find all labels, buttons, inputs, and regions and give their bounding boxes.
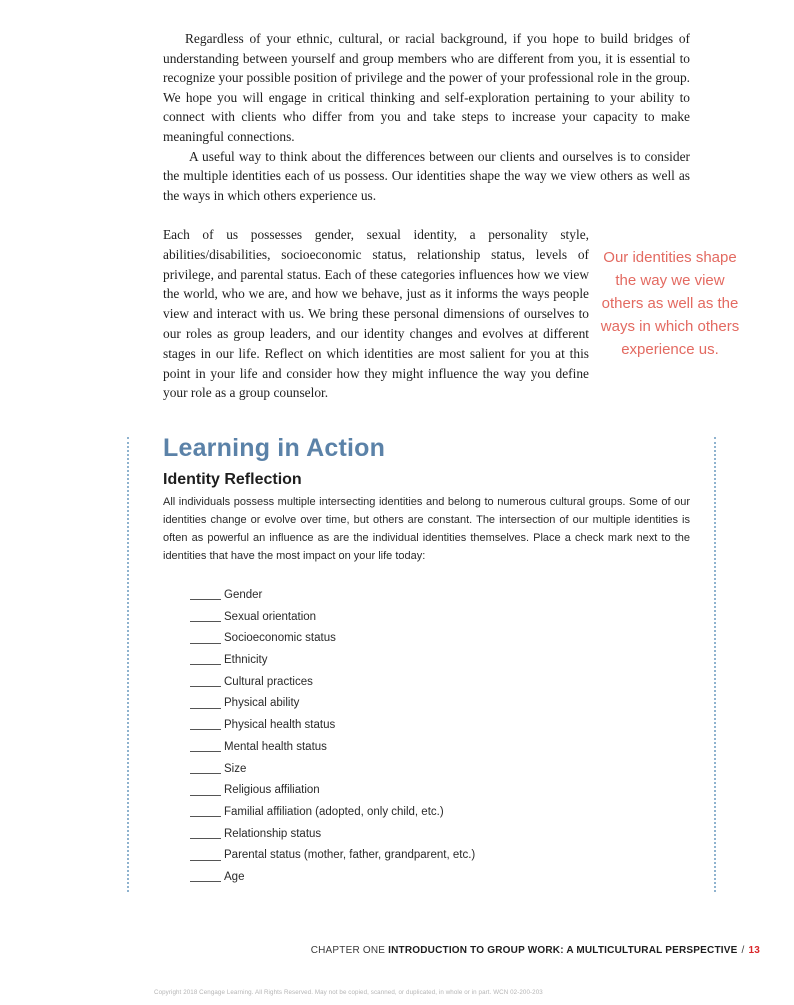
checklist-item (190, 802, 475, 824)
chapter-title: INTRODUCTION TO GROUP WORK: A MULTICULTURAL PERSPECTIVE (388, 945, 738, 956)
check-blank[interactable] (190, 708, 221, 709)
checklist-item (190, 824, 475, 846)
checklist-item (190, 585, 475, 607)
check-blank[interactable] (190, 599, 221, 600)
checklist-item-label: Physical health status (224, 719, 336, 732)
checklist-item (190, 672, 475, 694)
checklist-item (190, 759, 475, 781)
check-blank[interactable] (190, 621, 221, 622)
checklist-item (190, 628, 475, 650)
check-blank[interactable] (190, 729, 221, 730)
copyright-notice: Copyright 2018 Cengage Learning. All Rights Reserved. May not be copied, scanned, or duplicated, in whole or in part. WCN 02-200-203 (154, 989, 543, 996)
box-left-border (127, 437, 129, 892)
checklist-item-label: Cultural practices (224, 675, 313, 688)
checklist-item-label: Relationship status (224, 827, 322, 840)
checklist-item-label: Religious affiliation (224, 784, 320, 797)
checklist-item (190, 867, 475, 889)
paragraph-multiple-identities: A useful way to think about the differences between our clients and ourselves is to consider the multiple identities each of us possess. Our identities shape the way we view others as well as the ways in which others experience us. (163, 148, 690, 203)
checklist-item-label: Gender (224, 589, 263, 601)
footer-separator: / (741, 945, 745, 956)
check-blank[interactable] (190, 664, 221, 665)
checklist-item (190, 715, 475, 737)
checklist-item-label: Physical ability (224, 697, 300, 710)
identity-checklist (190, 585, 475, 889)
page-number: 13 (748, 945, 760, 956)
checklist-item-label: Parental status (mother, father, grandparent, etc.) (224, 849, 476, 862)
checklist-item (190, 780, 475, 802)
chapter-label: CHAPTER ONE (310, 945, 386, 956)
checklist-item-label: Age (224, 870, 245, 883)
paragraph-identity-categories: Each of us possesses gender, sexual identity, a personality style, abilities/disabilities, socioeconomic status, relationship status, levels of privilege, and parental status. Each of these categories influences how we view the world, who we are, and how we behave, just as it informs the ways people view and interact with us. We bring these personal dimensions of ourselves to our roles as group leaders, and our identity changes and evolves at different stages in our life. Reflect on which identities are most salient for you at this point in your life and consider how they might influence the way you define your role as a group counselor. (163, 227, 589, 401)
checklist-item-label: Familial affiliation (adopted, only child, etc.) (224, 805, 444, 818)
body-text (163, 29, 690, 205)
check-blank[interactable] (190, 816, 221, 817)
check-blank[interactable] (190, 643, 221, 644)
pull-quote: Our identities shape the way we view others as well as the ways in which others experience us. (600, 249, 740, 358)
check-blank[interactable] (190, 860, 221, 861)
check-blank[interactable] (190, 751, 221, 752)
checklist-item (190, 650, 475, 672)
check-blank[interactable] (190, 773, 221, 774)
checklist-item-label: Size (224, 762, 247, 775)
checklist-item (190, 693, 475, 715)
check-blank[interactable] (190, 795, 221, 796)
check-blank[interactable] (190, 838, 221, 839)
identity-reflection-subheading: Identity Reflection (163, 471, 302, 488)
paragraph-privilege: Regardless of your ethnic, cultural, or racial background, if you hope to build bridges of understanding between yourself and group members who are different from you, it is essential to recognize your possible position of privilege and the power of your professional role in the group. We hope you will engage in critical thinking and self-exploration pertaining to your ability to connect with clients who differ from you and take steps to increase your capacity to make meaningful connections. (163, 31, 690, 144)
checklist-item-label: Ethnicity (224, 654, 268, 667)
checklist-item (190, 607, 475, 629)
box-right-border (714, 437, 716, 892)
check-blank[interactable] (190, 686, 221, 687)
learning-in-action-heading: Learning in Action (163, 434, 386, 462)
checklist-item-label: Mental health status (224, 740, 327, 753)
checklist-item-label: Sexual orientation (224, 610, 317, 623)
checklist-item (190, 845, 475, 867)
checklist-item (190, 737, 475, 759)
identity-reflection-intro: All individuals possess multiple intersecting identities and belong to numerous cultural groups. Some of our identities change or evolve over time, but others are constant. The intersection of our multiple identities is often as powerful an influence as are the individual identities themselves. Place a check mark next to the identities that have the most impact on your life today: (163, 496, 690, 562)
checklist-item-label: Socioeconomic status (224, 632, 336, 645)
check-blank[interactable] (190, 881, 221, 882)
running-footer (311, 945, 760, 956)
